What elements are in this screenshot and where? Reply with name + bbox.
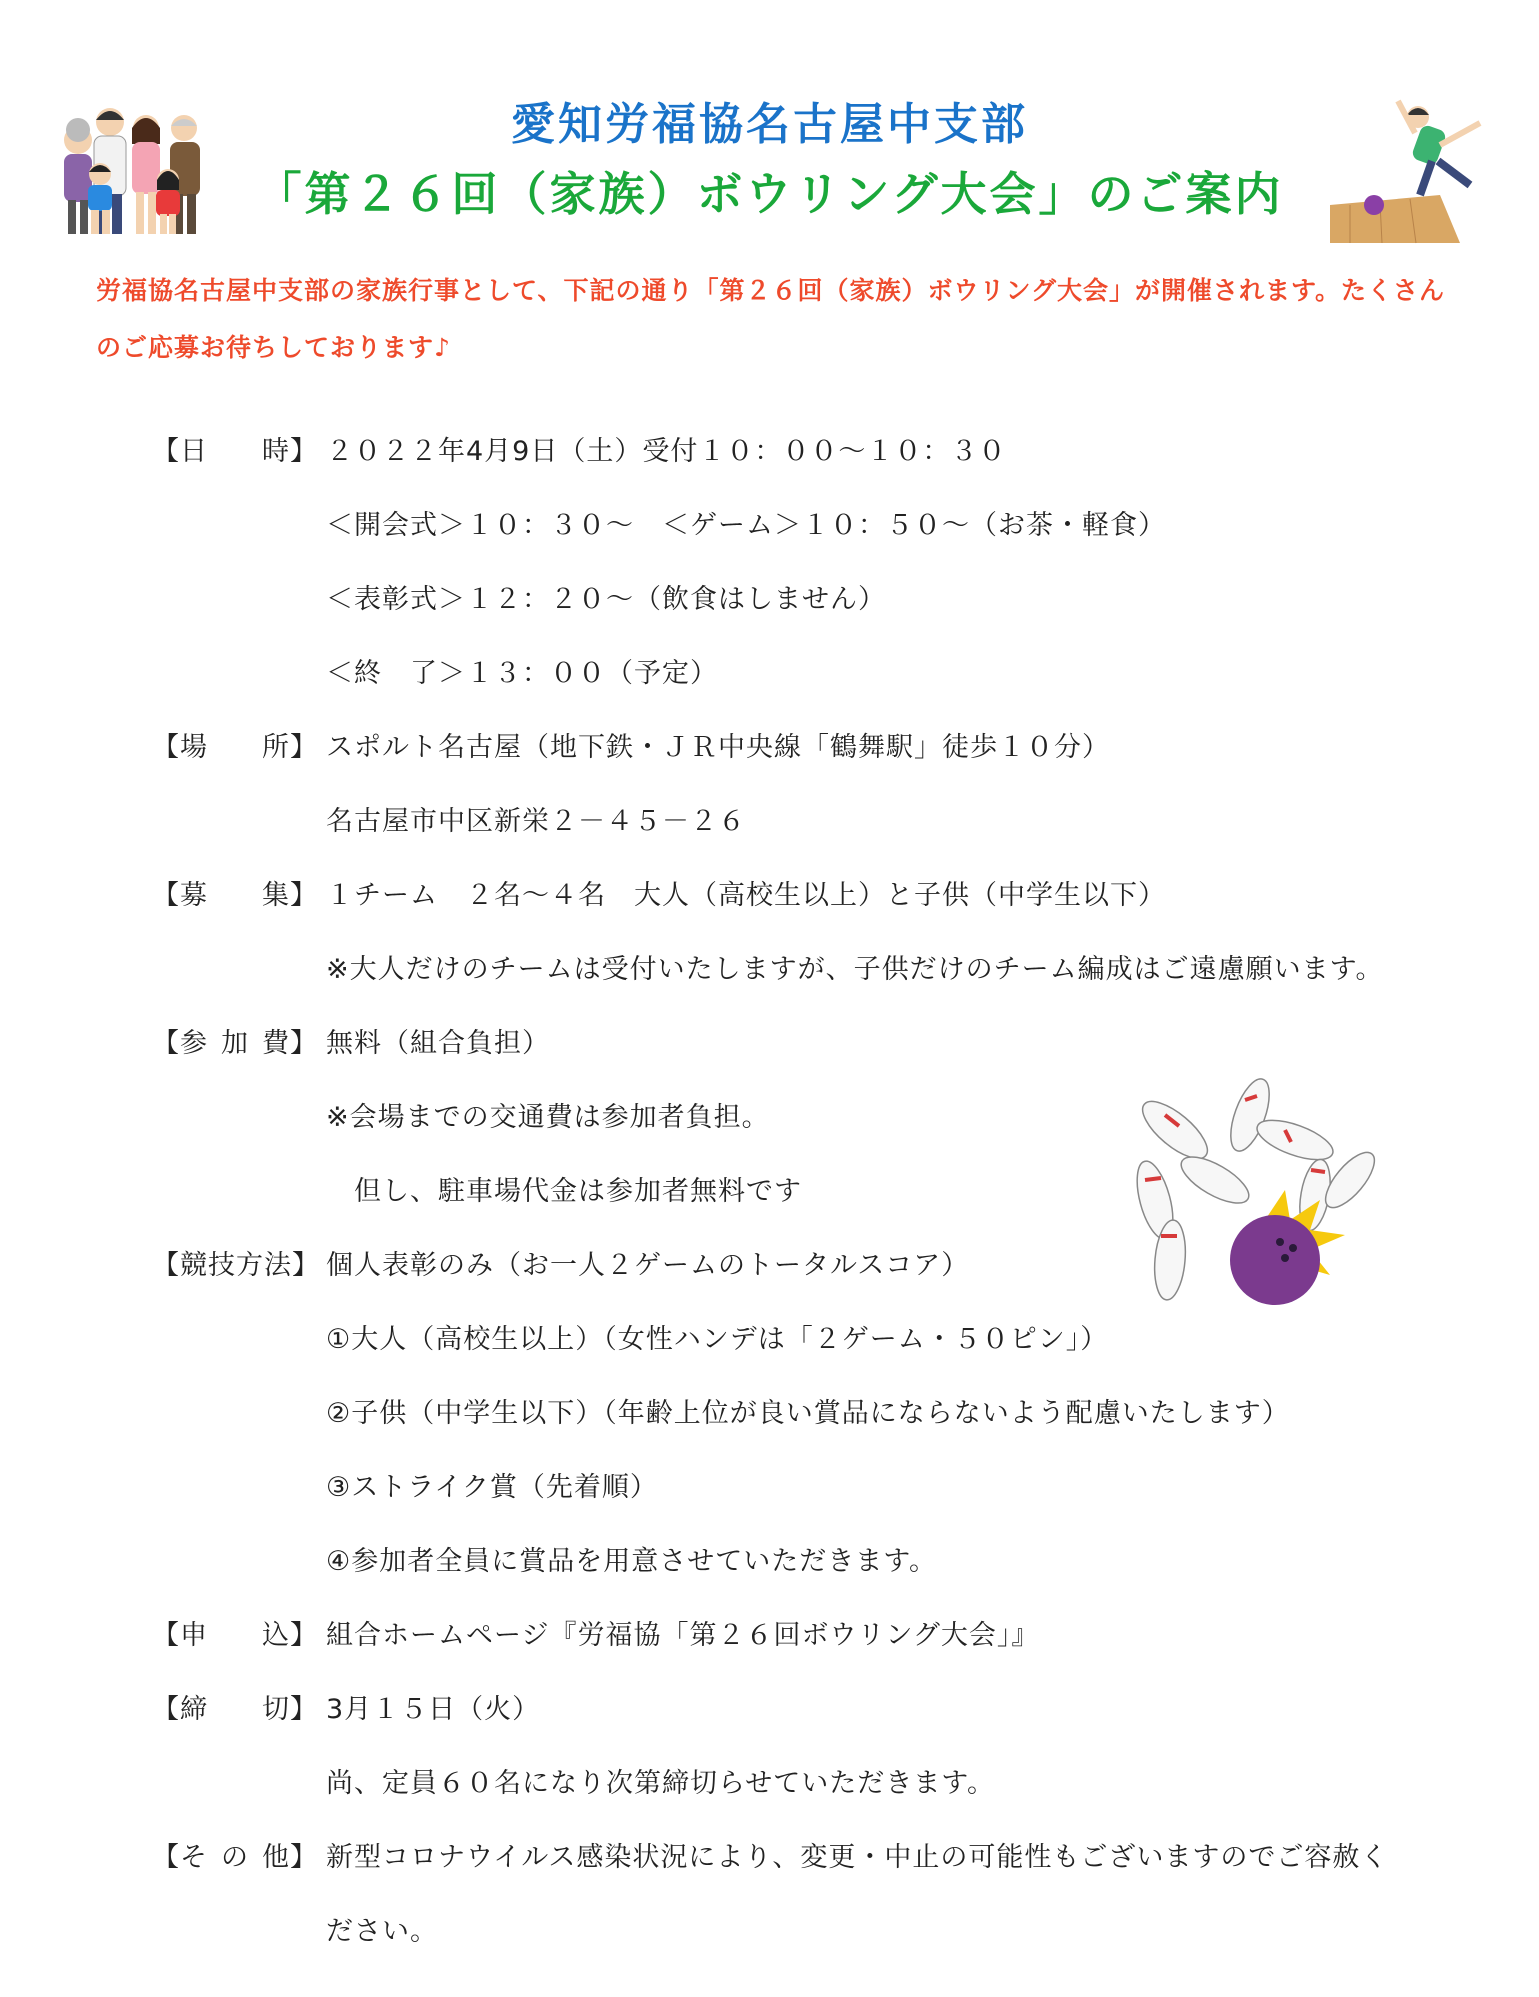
label-date: 【日 時】 <box>152 436 318 467</box>
deadline-line-2: 尚、定員６０名になり次第締切らせていただきます。 <box>326 1768 996 1799</box>
label-fee: 【参 加 費】 <box>152 1028 318 1059</box>
fee-line-3: 但し、駐車場代金は参加者無料です <box>326 1176 802 1207</box>
date-line-1: ２０２２年4月9日（土）受付１０：００～１０：３０ <box>326 436 1007 467</box>
other-line-2: ださい。 <box>326 1916 438 1947</box>
method-line-4: ③ストライク賞（先着順） <box>326 1472 658 1503</box>
recruit-line-2: ※大人だけのチームは受付いたしますが、子供だけのチーム編成はご遠慮願います。 <box>326 954 1384 985</box>
title-line1: 愛知労福協名古屋中支部 <box>511 99 1028 150</box>
apply-line-1: 組合ホームページ『労福協「第２６回ボウリング大会」』 <box>326 1620 1040 1651</box>
method-line-1: 個人表彰のみ（お一人２ゲームのトータルスコア） <box>326 1250 970 1281</box>
date-line-4: ＜終 了＞１３：００（予定） <box>326 658 718 689</box>
intro-text: 労福協名古屋中支部の家族行事として、下記の通り「第２６回（家族）ボウリング大会」が開催されます。たくさんのご応募お待ちしております♪ <box>96 276 1446 362</box>
fee-line-2: ※会場までの交通費は参加者負担。 <box>326 1102 770 1133</box>
place-line-2: 名古屋市中区新栄２－４５－２６ <box>326 806 746 837</box>
method-line-2: ①大人（高校生以上）（女性ハンデは「２ゲーム・５０ピン」） <box>326 1324 1109 1355</box>
place-line-1: スポルト名古屋（地下鉄・ＪＲ中央線「鶴舞駅」徒歩１０分） <box>326 732 1110 763</box>
bowling-pins-ball-icon <box>1115 1070 1380 1315</box>
recruit-line-1: １チーム ２名～４名 大人（高校生以上）と子供（中学生以下） <box>326 880 1166 911</box>
label-method: 【競技方法】 <box>152 1250 320 1281</box>
date-line-3: ＜表彰式＞１２：２０～（飲食はしません） <box>326 584 886 615</box>
label-recruit: 【募 集】 <box>152 880 318 911</box>
deadline-line-1: 3月１５日（火） <box>326 1694 541 1725</box>
date-line-2: ＜開会式＞１０：３０～ ＜ゲーム＞１０：５０～（お茶・軽食） <box>326 510 1166 541</box>
method-line-5: ④参加者全員に賞品を用意させていただきます。 <box>326 1546 938 1577</box>
other-line-1: 新型コロナウイルス感染状況により、変更・中止の可能性もございますのでご容赦く <box>326 1842 1389 1873</box>
method-line-3: ②子供（中学生以下）（年齢上位が良い賞品にならないよう配慮いたします） <box>326 1398 1290 1429</box>
title-line2: 「第２６回（家族）ボウリング大会」のご案内 <box>255 167 1284 221</box>
label-other: 【そ の 他】 <box>152 1842 318 1873</box>
label-apply: 【申 込】 <box>152 1620 318 1651</box>
fee-line-1: 無料（組合負担） <box>326 1028 550 1059</box>
label-place: 【場 所】 <box>152 732 318 763</box>
label-deadline: 【締 切】 <box>152 1694 318 1725</box>
